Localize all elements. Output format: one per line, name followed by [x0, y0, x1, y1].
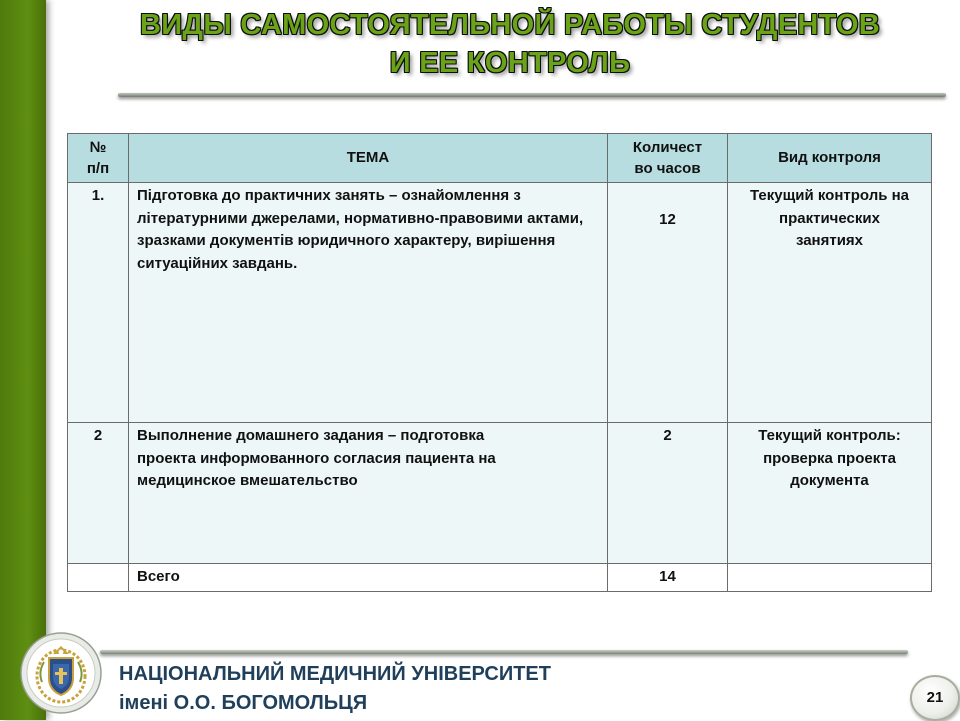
table-header-row	[68, 134, 932, 183]
table-row	[68, 423, 932, 564]
left-accent-bar	[0, 0, 46, 720]
footer-divider	[100, 650, 908, 654]
title-line-1: ВИДЫ САМОСТОЯТЕЛЬНОЙ РАБОТЫ СТУДЕНТОВ	[140, 9, 880, 41]
row-hours: 12	[608, 183, 728, 423]
row-control: Текущий контроль на практических занятиях	[728, 183, 932, 423]
row-control: Текущий контроль: проверка проекта документа	[728, 423, 932, 564]
university-name	[119, 660, 551, 718]
total-label: Всего	[129, 564, 608, 592]
header-num: № п/п	[68, 134, 129, 183]
table-total-row	[68, 564, 932, 592]
row-topic: Выполнение домашнего задания – подготовка проекта информованного согласия пациента на медицинское вмешательство	[129, 423, 608, 564]
total-hours: 14	[608, 564, 728, 592]
row-num: 2	[68, 423, 129, 564]
title-line-2: И ЕЕ КОНТРОЛЬ	[389, 47, 631, 79]
total-num	[68, 564, 129, 592]
row-topic: Підготовка до практичних занять – ознайомлення з літературними джерелами, нормативно-правовими актами, зразками документів юридичного характеру, вирішення ситуаційних завдань.	[129, 183, 608, 423]
slide-title	[60, 6, 960, 82]
header-control: Вид контроля	[728, 134, 932, 183]
total-control	[728, 564, 932, 592]
title-divider	[118, 93, 946, 97]
table-row	[68, 183, 932, 423]
page-number-badge: 21	[910, 675, 960, 721]
independent-work-table	[67, 133, 932, 592]
row-num: 1.	[68, 183, 129, 423]
header-hours: Количест во часов	[608, 134, 728, 183]
university-crest-icon	[20, 632, 102, 714]
row-hours: 2	[608, 423, 728, 564]
university-name-line-1: НАЦІОНАЛЬНИЙ МЕДИЧНИЙ УНІВЕРСИТЕТ	[119, 663, 551, 685]
university-name-line-2: імені О.О. БОГОМОЛЬЦЯ	[119, 692, 368, 714]
header-topic: ТЕМА	[129, 134, 608, 183]
